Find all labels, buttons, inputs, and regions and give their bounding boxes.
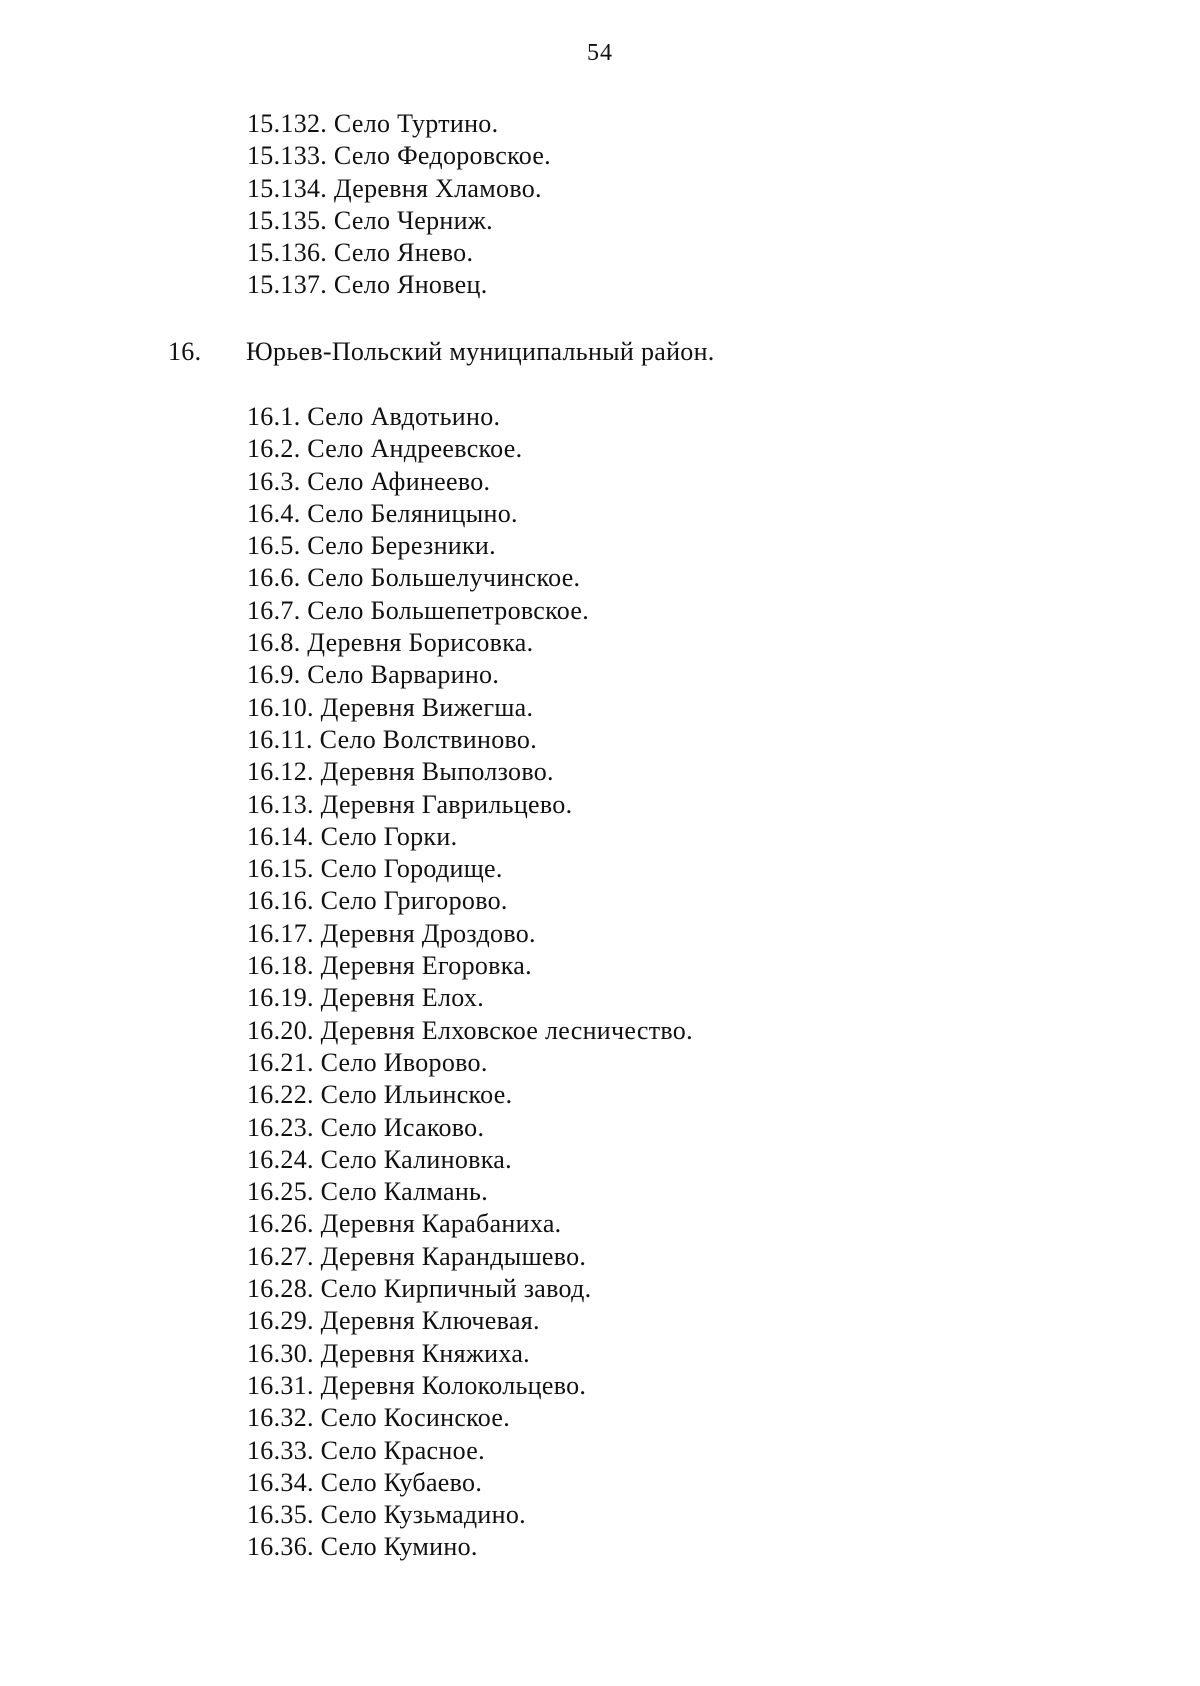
list-item: 16.9. Село Варварино.	[247, 660, 500, 690]
list-item: 16.16. Село Григорово.	[247, 886, 508, 916]
list-item: 16.15. Село Городище.	[247, 854, 503, 884]
continued-settlement-list	[247, 108, 551, 302]
list-item: 16.8. Деревня Борисовка.	[247, 628, 534, 658]
list-item: 15.135. Село Черниж.	[247, 205, 493, 235]
list-item: 16.18. Деревня Егоровка.	[247, 951, 532, 981]
section-title: Юрьев-Польский муниципальный район.	[246, 337, 715, 366]
list-item: 16.21. Село Иворово.	[247, 1047, 488, 1077]
list-item: 15.132. Село Туртино.	[247, 109, 499, 138]
list-item: 16.10. Деревня Вижегша.	[247, 692, 534, 722]
list-item: 15.134. Деревня Хламово.	[247, 173, 542, 203]
list-item: 16.5. Село Березники.	[247, 531, 496, 561]
list-item: 16.35. Село Кузьмадино.	[247, 1500, 526, 1530]
list-item: 16.28. Село Кирпичный завод.	[247, 1274, 592, 1304]
page-number: 54	[587, 40, 613, 66]
list-item: 16.3. Село Афинеево.	[247, 466, 491, 496]
list-item: 16.13. Деревня Гаврильцево.	[247, 789, 573, 819]
list-item: 16.1. Село Авдотьино.	[247, 402, 501, 431]
list-item: 16.36. Село Кумино.	[247, 1532, 478, 1562]
list-item: 16.19. Деревня Елох.	[247, 983, 484, 1013]
list-item: 16.26. Деревня Карабаниха.	[247, 1209, 562, 1239]
list-item: 16.14. Село Горки.	[247, 821, 458, 851]
list-item: 16.17. Деревня Дроздово.	[247, 918, 536, 948]
list-item: 16.12. Деревня Выползово.	[247, 757, 554, 787]
list-item: 16.30. Деревня Княжиха.	[247, 1338, 530, 1368]
list-item: 16.33. Село Красное.	[247, 1435, 485, 1465]
list-item: 16.29. Деревня Ключевая.	[247, 1306, 540, 1336]
section-number: 16.	[168, 337, 202, 366]
list-item: 16.32. Село Косинское.	[247, 1403, 511, 1433]
list-item: 16.24. Село Калиновка.	[247, 1144, 512, 1174]
list-item: 15.136. Село Янево.	[247, 238, 474, 268]
list-item: 16.6. Село Большелучинское.	[247, 563, 581, 593]
list-item: 16.2. Село Андреевское.	[247, 434, 523, 464]
list-item: 16.11. Село Волствиново.	[247, 724, 537, 754]
list-item: 15.137. Село Яновец.	[247, 270, 488, 300]
list-item: 16.34. Село Кубаево.	[247, 1467, 483, 1497]
list-item: 16.22. Село Ильинское.	[247, 1080, 513, 1110]
list-item: 16.23. Село Исаково.	[247, 1112, 485, 1142]
list-item: 16.7. Село Большепетровское.	[247, 595, 590, 625]
list-item: 16.4. Село Беляницыно.	[247, 498, 518, 528]
list-item: 16.27. Деревня Карандышево.	[247, 1241, 587, 1271]
section-heading	[168, 336, 715, 368]
list-item: 15.133. Село Федоровское.	[247, 141, 551, 171]
list-item: 16.31. Деревня Колокольцево.	[247, 1370, 587, 1400]
list-item: 16.20. Деревня Елховское лесничество.	[247, 1015, 693, 1045]
list-item: 16.25. Село Калмань.	[247, 1177, 489, 1207]
section-settlement-list	[247, 401, 693, 1564]
